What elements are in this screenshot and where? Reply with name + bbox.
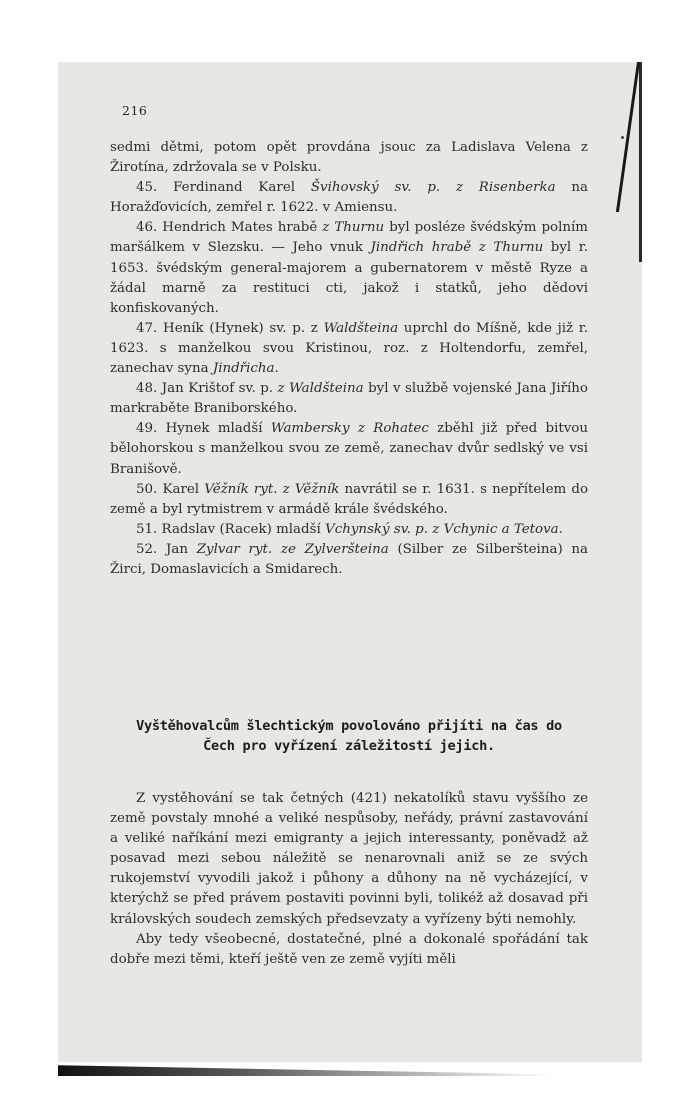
text-run: 48. Jan Krištof sv. p. xyxy=(136,381,278,397)
italic-name: Wambersky z Rohatec xyxy=(270,421,429,437)
entry-paragraph xyxy=(110,218,588,318)
italic-name: Waldšteina xyxy=(323,320,399,336)
heading-line-2: Čech pro vyřízení záležitostí jejich. xyxy=(203,738,495,754)
text-run: navrátil se r. 1631. s nepřítelem do země a byl rytmistrem v armádě krále švédského. xyxy=(110,481,589,517)
text-run: 52. Jan xyxy=(136,541,197,557)
entry-list xyxy=(110,138,588,580)
text-run: zběhl již před bitvou bělohorskou s manželkou svou ze země, zanechav dvůr sedlský ve vsi Branišově. xyxy=(110,421,588,477)
section-heading xyxy=(110,716,588,756)
italic-name: z Thurnu xyxy=(322,220,385,236)
text-run: 46. Hendrich Mates hrabě xyxy=(136,220,323,236)
page-edge-shadow xyxy=(616,62,642,262)
book-page xyxy=(58,62,642,1062)
text-run: 51. Radslav (Racek) mladší xyxy=(136,521,326,537)
text-run: byl v službě vojenské Jana Jiřího markraběte Braniborského. xyxy=(110,381,588,417)
text-run: byl posléze švédským polním maršálkem v Slezsku. — Jeho vnuk xyxy=(110,220,589,256)
text-run: 50. Karel xyxy=(136,481,205,497)
italic-name: Vchynský sv. p. z Vchynic a Tetova. xyxy=(325,521,563,537)
italic-name: Věžník ryt. z Věžník xyxy=(204,481,340,497)
bottom-edge-shadow xyxy=(58,1058,642,1076)
entry-paragraph xyxy=(110,319,588,379)
ink-dot xyxy=(621,136,624,139)
text-run: sedmi dětmi, potom opět provdána jsouc za Ladislava Velena z Žirotína, zdržovala se v Polsku. xyxy=(110,140,588,176)
italic-name: z Waldšteina xyxy=(277,381,364,397)
heading-line-1: Vyštěhovalcům šlechtickým povolováno přijíti na čas do xyxy=(136,718,562,734)
text-run: 45. Ferdinand Karel xyxy=(136,180,311,196)
text-run: 47. Heník (Hynek) sv. p. z xyxy=(136,320,324,336)
text-run: (Silber ze Silberšteina) na Žirci, Domaslavicích a Smidarech. xyxy=(110,541,588,577)
text-run: 49. Hynek mladší xyxy=(136,421,271,437)
italic-name: Jindřicha. xyxy=(212,361,279,377)
entry-paragraph xyxy=(110,540,588,580)
body-text xyxy=(110,789,588,970)
entry-paragraph xyxy=(110,419,588,479)
page-number: 216 xyxy=(122,103,148,118)
paragraph: Z vystěhování se tak četných (421) nekatolíků stavu vyššího ze země povstaly mnohé a veliké nespůsoby, neřády, právní zastavování a veliké naříkání mezi emigranty a jejich interessanty, poněvadž až posavad mezi sebou náležitě se nenarovnali aniž se ze svých rukojemství vyvodili jakož i půhony a důhony na ně vycházející, v kterýchž se před právem postaviti povinni byli, tolikéž až dosavad při královských soudech zemských předsevzaty a vyřízeny býti nemohly. xyxy=(110,791,588,927)
continued-paragraph xyxy=(110,138,588,178)
italic-name: Zylvar ryt. ze Zylveršteina xyxy=(196,541,389,557)
paragraph: Aby tedy všeobecné, dostatečné, plné a dokonalé spořádání tak dobře mezi těmi, kteří ještě ven ze země vyjíti měli xyxy=(110,931,588,967)
entry-paragraph xyxy=(110,520,588,540)
entry-paragraph xyxy=(110,178,588,218)
italic-name: Švihovský sv. p. z Risenberka xyxy=(310,180,556,196)
entry-paragraph xyxy=(110,379,588,419)
text-run: na Horažďovicích, zemřel r. 1622. v Amiensu. xyxy=(110,180,588,216)
text-run: byl r. 1653. švédským general-majorem a gubernatorem v městě Ryze a žádal marně za restituci cti, jakož i statků, jeho dědovi konfiskovaných. xyxy=(110,240,588,316)
text-run: uprchl do Míšně, kde již r. 1623. s manželkou svou Kristinou, roz. z Holtendorfu, zemřel, zanechav syna xyxy=(110,320,588,377)
italic-name: Jindřich hrabě z Thurnu xyxy=(370,240,544,256)
entry-paragraph xyxy=(110,480,588,520)
